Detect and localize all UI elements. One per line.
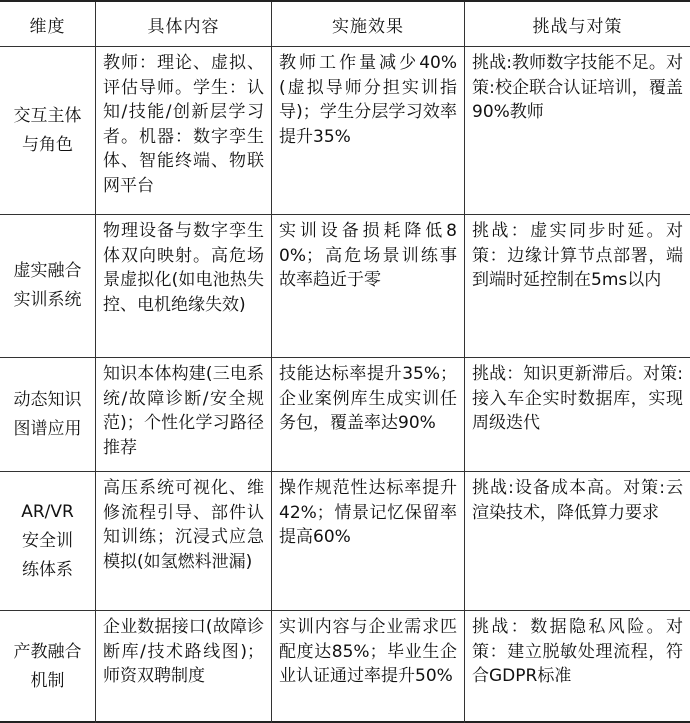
effect-cell: 实训设备损耗降低80%；高危场景训练事故率趋近于零 <box>271 215 464 357</box>
dimension-line: 安全训 <box>22 530 73 551</box>
dimension-cell <box>0 611 95 723</box>
dimension-cell <box>0 215 95 357</box>
table-row <box>0 214 690 357</box>
dimension-cell <box>0 472 95 610</box>
table-row <box>0 47 690 214</box>
effect-cell: 实训内容与企业需求匹配度达85%；毕业生企业认证通过率提升50% <box>271 611 464 723</box>
header-content: 具体内容 <box>95 2 271 46</box>
dimension-cell <box>0 47 95 214</box>
table-row <box>0 610 690 723</box>
content-cell: 知识本体构建(三电系统/故障诊断/安全规范)；个性化学习路径推荐 <box>95 358 271 471</box>
content-cell: 高压系统可视化、维修流程引导、部件认知训练；沉浸式应急模拟(如氢燃料泄漏) <box>95 472 271 610</box>
dimension-cell <box>0 358 95 471</box>
header-dimension: 维度 <box>29 16 66 37</box>
dimension-line: 练体系 <box>22 559 73 580</box>
dimension-line: 交互主体 <box>13 105 82 126</box>
effect-cell: 技能达标率提升35%；企业案例库生成实训任务包，覆盖率达90% <box>271 358 464 471</box>
challenge-cell: 挑战:教师数字技能不足。对策:校企联合认证培训，覆盖90%教师 <box>464 47 690 214</box>
challenge-cell: 挑战：数据隐私风险。对策：建立脱敏处理流程，符合GDPR标准 <box>464 611 690 723</box>
dimension-line: 产教融合 <box>13 642 82 662</box>
header-effect: 实施效果 <box>271 2 464 46</box>
content-cell: 企业数据接口(故障诊断库/技术路线图)；师资双聘制度 <box>95 611 271 723</box>
table-row <box>0 471 690 610</box>
table-row <box>0 357 690 471</box>
dimension-line: AR/VR <box>21 501 74 522</box>
dimension-line: 虚实融合 <box>13 261 82 281</box>
dimension-line: 与角色 <box>22 134 73 155</box>
effect-cell: 教师工作量减少40%(虚拟导师分担实训指导)；学生分层学习效率提升35% <box>271 47 464 214</box>
challenge-cell: 挑战：虚实同步时延。对策：边缘计算节点部署，端到端时延控制在5ms以内 <box>464 215 690 357</box>
content-cell: 教师：理论、虚拟、评估导师。学生：认知/技能/创新层学习者。机器：数字孪生体、智能终端、物联网平台 <box>95 47 271 214</box>
dimension-line: 图谱应用 <box>13 418 82 439</box>
table-header-row <box>0 2 690 47</box>
dimension-line: 机制 <box>30 671 65 691</box>
dimension-line: 实训系统 <box>13 290 82 310</box>
header-challenge: 挑战与对策 <box>464 2 690 46</box>
dimension-line: 动态知识 <box>13 389 82 410</box>
challenge-cell: 挑战:设备成本高。对策:云渲染技术，降低算力要求 <box>464 472 690 610</box>
challenge-cell: 挑战：知识更新滞后。对策:接入车企实时数据库，实现周级迭代 <box>464 358 690 471</box>
content-cell: 物理设备与数字孪生体双向映射。高危场景虚拟化(如电池热失控、电机绝缘失效) <box>95 215 271 357</box>
effect-cell: 操作规范性达标率提升42%；情景记忆保留率提高60% <box>271 472 464 610</box>
